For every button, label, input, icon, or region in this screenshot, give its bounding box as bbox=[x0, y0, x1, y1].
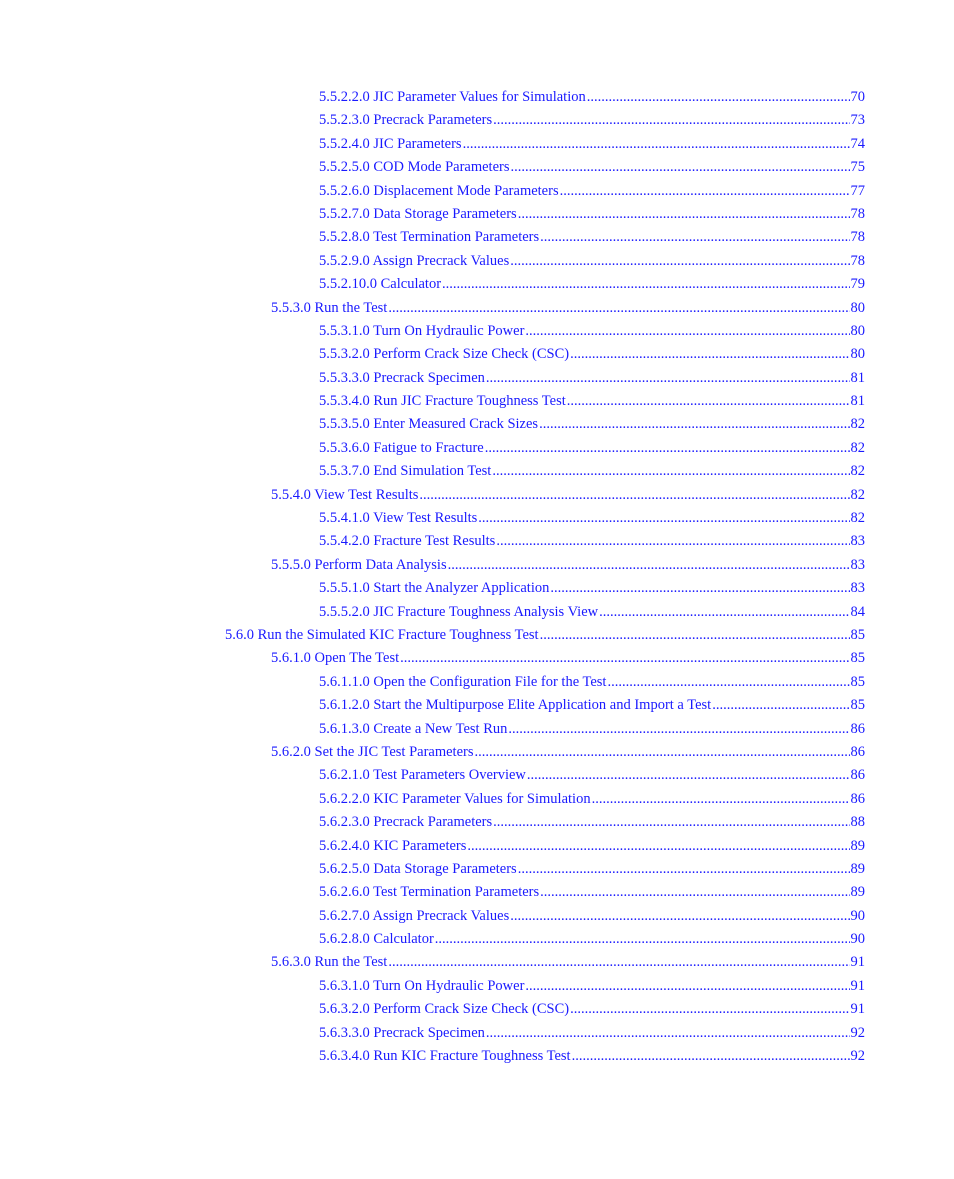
toc-link[interactable] bbox=[319, 694, 865, 717]
toc-entry-title: 5.5.2.2.0 JIC Parameter Values for Simulation bbox=[319, 89, 586, 105]
toc-entry-page-number: 83 bbox=[850, 580, 865, 597]
toc-entry bbox=[0, 109, 954, 132]
dot-leader bbox=[493, 811, 849, 834]
toc-entry-page-number: 86 bbox=[850, 720, 865, 737]
toc-entry-page-number: 79 bbox=[850, 276, 865, 293]
toc-entry bbox=[0, 343, 954, 366]
toc-entry bbox=[0, 975, 954, 998]
toc-entry-title: 5.6.3.1.0 Turn On Hydraulic Power bbox=[319, 977, 525, 994]
toc-entry-title: 5.6.2.8.0 Calculator bbox=[319, 931, 434, 948]
toc-link[interactable] bbox=[271, 647, 865, 670]
toc-entry-page-number: 84 bbox=[850, 603, 865, 620]
toc-link[interactable] bbox=[319, 858, 865, 881]
dot-leader bbox=[540, 624, 850, 647]
toc-entry bbox=[0, 764, 954, 787]
toc-entry-page-number: 75 bbox=[850, 159, 865, 176]
toc-entry bbox=[0, 788, 954, 811]
dot-leader bbox=[388, 951, 849, 974]
dot-leader bbox=[518, 203, 850, 226]
toc-entry bbox=[0, 460, 954, 483]
toc-entry-page-number: 74 bbox=[850, 135, 865, 152]
toc-entry-title: 5.6.2.1.0 Test Parameters Overview bbox=[319, 767, 526, 784]
toc-link[interactable] bbox=[271, 951, 865, 974]
dot-leader bbox=[518, 858, 850, 881]
dot-leader bbox=[510, 156, 849, 179]
toc-entry-page-number: 81 bbox=[850, 369, 865, 386]
toc-entry-page-number: 83 bbox=[850, 533, 865, 550]
toc-entry-title: 5.5.2.8.0 Test Termination Parameters bbox=[319, 229, 540, 246]
toc-entry-title: 5.6.2.6.0 Test Termination Parameters bbox=[319, 884, 540, 901]
toc-entry-page-number: 82 bbox=[850, 510, 865, 527]
toc-entry-page-number: 82 bbox=[850, 486, 865, 503]
toc-entry-page-number: 78 bbox=[850, 205, 865, 222]
toc-entry-title: 5.6.0 Run the Simulated KIC Fracture Toughness Test bbox=[225, 626, 539, 643]
dot-leader bbox=[485, 437, 850, 460]
toc-entry-page-number: 90 bbox=[850, 931, 865, 948]
dot-leader bbox=[587, 86, 850, 109]
toc-entry bbox=[0, 601, 954, 624]
toc-entry-page-number: 70 bbox=[850, 89, 865, 105]
toc-entry-title: 5.5.2.3.0 Precrack Parameters bbox=[319, 112, 493, 129]
toc-entry-page-number: 86 bbox=[850, 743, 865, 760]
dot-leader bbox=[478, 507, 849, 530]
dot-leader bbox=[493, 109, 849, 132]
dot-leader bbox=[463, 133, 850, 156]
toc-link[interactable] bbox=[319, 811, 865, 834]
toc-entry-title: 5.5.4.1.0 View Test Results bbox=[319, 510, 478, 527]
toc-link[interactable] bbox=[319, 343, 865, 366]
toc-entry bbox=[0, 905, 954, 928]
toc-entry-page-number: 82 bbox=[850, 463, 865, 480]
dot-leader bbox=[492, 460, 849, 483]
toc-link[interactable] bbox=[319, 671, 865, 694]
toc-link[interactable] bbox=[225, 624, 865, 647]
toc-entry-title: 5.5.5.2.0 JIC Fracture Toughness Analysis View bbox=[319, 603, 599, 620]
toc-entry-title: 5.5.2.5.0 COD Mode Parameters bbox=[319, 159, 510, 176]
toc-link[interactable] bbox=[319, 601, 865, 624]
toc-link[interactable] bbox=[319, 273, 865, 296]
toc-entry-title: 5.6.2.3.0 Precrack Parameters bbox=[319, 814, 493, 831]
toc-entry bbox=[0, 1022, 954, 1045]
toc-link[interactable] bbox=[319, 86, 865, 109]
toc-link[interactable] bbox=[319, 1022, 865, 1045]
toc-entry bbox=[0, 484, 954, 507]
toc-entry-page-number: 88 bbox=[850, 814, 865, 831]
toc-link[interactable] bbox=[319, 390, 865, 413]
toc-entry bbox=[0, 835, 954, 858]
toc-entry-title: 5.5.2.10.0 Calculator bbox=[319, 276, 442, 293]
dot-leader bbox=[486, 367, 850, 390]
toc-link[interactable] bbox=[319, 437, 865, 460]
toc-entry-page-number: 82 bbox=[850, 439, 865, 456]
toc-entry bbox=[0, 367, 954, 390]
toc-entry-page-number: 73 bbox=[850, 112, 865, 129]
toc-entry-page-number: 86 bbox=[850, 767, 865, 784]
toc-link[interactable] bbox=[319, 764, 865, 787]
toc-entry bbox=[0, 156, 954, 179]
toc-link[interactable] bbox=[319, 1045, 865, 1068]
toc-link[interactable] bbox=[319, 507, 865, 530]
dot-leader bbox=[560, 180, 850, 203]
toc-entry-page-number: 85 bbox=[850, 697, 865, 714]
dot-leader bbox=[550, 577, 849, 600]
toc-link[interactable] bbox=[319, 718, 865, 741]
toc-entry-title: 5.6.1.2.0 Start the Multipurpose Elite Application and Import a Test bbox=[319, 697, 712, 714]
toc-entry-title: 5.5.4.2.0 Fracture Test Results bbox=[319, 533, 496, 550]
toc-link[interactable] bbox=[319, 530, 865, 553]
table-of-contents bbox=[0, 86, 954, 1068]
toc-entry-title: 5.6.2.0 Set the JIC Test Parameters bbox=[271, 743, 474, 760]
toc-entry-title: 5.6.3.0 Run the Test bbox=[271, 954, 388, 971]
toc-entry-page-number: 91 bbox=[850, 977, 865, 994]
toc-entry-page-number: 86 bbox=[850, 790, 865, 807]
toc-entry-title: 5.6.1.1.0 Open the Configuration File for the Test bbox=[319, 673, 607, 690]
toc-entry-title: 5.6.3.4.0 Run KIC Fracture Toughness Test bbox=[319, 1048, 571, 1065]
toc-entry-title: 5.5.3.5.0 Enter Measured Crack Sizes bbox=[319, 416, 539, 433]
toc-entry bbox=[0, 998, 954, 1021]
toc-entry bbox=[0, 624, 954, 647]
toc-entry-page-number: 85 bbox=[850, 673, 865, 690]
toc-link[interactable] bbox=[319, 577, 865, 600]
toc-entry-title: 5.5.2.6.0 Displacement Mode Parameters bbox=[319, 182, 559, 199]
toc-entry-page-number: 81 bbox=[850, 393, 865, 410]
toc-entry bbox=[0, 86, 954, 109]
toc-entry-page-number: 83 bbox=[850, 556, 865, 573]
dot-leader bbox=[592, 788, 850, 811]
toc-link[interactable] bbox=[271, 554, 865, 577]
toc-link[interactable] bbox=[319, 109, 865, 132]
toc-entry-page-number: 80 bbox=[850, 346, 865, 363]
dot-leader bbox=[525, 320, 849, 343]
dot-leader bbox=[486, 1022, 850, 1045]
toc-entry-title: 5.6.2.7.0 Assign Precrack Values bbox=[319, 907, 510, 924]
dot-leader bbox=[435, 928, 850, 951]
toc-link[interactable] bbox=[319, 367, 865, 390]
toc-entry-page-number: 85 bbox=[850, 650, 865, 667]
toc-entry bbox=[0, 530, 954, 553]
toc-entry-page-number: 89 bbox=[850, 860, 865, 877]
toc-entry bbox=[0, 507, 954, 530]
toc-entry bbox=[0, 250, 954, 273]
toc-link[interactable] bbox=[319, 203, 865, 226]
toc-entry-title: 5.5.4.0 View Test Results bbox=[271, 486, 419, 503]
toc-entry-title: 5.6.3.2.0 Perform Crack Size Check (CSC) bbox=[319, 1001, 570, 1018]
toc-entry bbox=[0, 951, 954, 974]
dot-leader bbox=[508, 718, 849, 741]
toc-entry bbox=[0, 671, 954, 694]
dot-leader bbox=[510, 905, 849, 928]
toc-entry-title: 5.5.3.1.0 Turn On Hydraulic Power bbox=[319, 322, 525, 339]
toc-link[interactable] bbox=[319, 250, 865, 273]
toc-entry bbox=[0, 413, 954, 436]
toc-link[interactable] bbox=[319, 413, 865, 436]
dot-leader bbox=[467, 835, 849, 858]
toc-entry-title: 5.5.2.7.0 Data Storage Parameters bbox=[319, 205, 517, 222]
toc-entry-page-number: 92 bbox=[850, 1024, 865, 1041]
toc-entry-title: 5.5.2.4.0 JIC Parameters bbox=[319, 135, 462, 152]
dot-leader bbox=[448, 554, 850, 577]
toc-entry-title: 5.5.2.9.0 Assign Precrack Values bbox=[319, 252, 510, 269]
toc-entry-page-number: 80 bbox=[850, 299, 865, 316]
toc-link[interactable] bbox=[319, 975, 865, 998]
dot-leader bbox=[567, 390, 850, 413]
toc-entry-title: 5.5.3.0 Run the Test bbox=[271, 299, 388, 316]
dot-leader bbox=[527, 764, 850, 787]
toc-link[interactable] bbox=[319, 156, 865, 179]
dot-leader bbox=[525, 975, 849, 998]
toc-entry-title: 5.5.3.3.0 Precrack Specimen bbox=[319, 369, 485, 386]
toc-entry bbox=[0, 647, 954, 670]
toc-entry bbox=[0, 133, 954, 156]
toc-entry bbox=[0, 297, 954, 320]
toc-link[interactable] bbox=[319, 788, 865, 811]
toc-entry-title: 5.5.5.1.0 Start the Analyzer Application bbox=[319, 580, 550, 597]
toc-entry bbox=[0, 858, 954, 881]
toc-entry bbox=[0, 390, 954, 413]
toc-link[interactable] bbox=[319, 881, 865, 904]
toc-entry bbox=[0, 718, 954, 741]
dot-leader bbox=[510, 250, 849, 273]
toc-link[interactable] bbox=[319, 905, 865, 928]
toc-entry bbox=[0, 437, 954, 460]
toc-entry bbox=[0, 180, 954, 203]
dot-leader bbox=[540, 881, 849, 904]
dot-leader bbox=[607, 671, 849, 694]
toc-link[interactable] bbox=[319, 180, 865, 203]
dot-leader bbox=[570, 998, 849, 1021]
dot-leader bbox=[419, 484, 849, 507]
dot-leader bbox=[496, 530, 849, 553]
toc-entry bbox=[0, 811, 954, 834]
toc-entry-title: 5.5.3.7.0 End Simulation Test bbox=[319, 463, 492, 480]
toc-entry-title: 5.6.2.4.0 KIC Parameters bbox=[319, 837, 467, 854]
dot-leader bbox=[570, 343, 849, 366]
toc-entry-page-number: 91 bbox=[850, 954, 865, 971]
toc-entry bbox=[0, 554, 954, 577]
toc-entry bbox=[0, 203, 954, 226]
toc-entry-page-number: 85 bbox=[850, 626, 865, 643]
toc-entry-page-number: 80 bbox=[850, 322, 865, 339]
dot-leader bbox=[539, 413, 849, 436]
toc-link[interactable] bbox=[319, 226, 865, 249]
toc-entry bbox=[0, 928, 954, 951]
toc-link[interactable] bbox=[319, 133, 865, 156]
toc-entry bbox=[0, 694, 954, 717]
toc-entry-page-number: 89 bbox=[850, 884, 865, 901]
toc-entry-page-number: 89 bbox=[850, 837, 865, 854]
dot-leader bbox=[475, 741, 850, 764]
toc-entry-page-number: 90 bbox=[850, 907, 865, 924]
dot-leader bbox=[572, 1045, 850, 1068]
toc-entry-title: 5.6.1.0 Open The Test bbox=[271, 650, 400, 667]
toc-entry bbox=[0, 273, 954, 296]
dot-leader bbox=[599, 601, 849, 624]
toc-link[interactable] bbox=[271, 484, 865, 507]
toc-link[interactable] bbox=[319, 320, 865, 343]
dot-leader bbox=[712, 694, 849, 717]
toc-entry-page-number: 82 bbox=[850, 416, 865, 433]
toc-entry-page-number: 78 bbox=[850, 229, 865, 246]
toc-entry-title: 5.5.3.2.0 Perform Crack Size Check (CSC) bbox=[319, 346, 570, 363]
toc-link[interactable] bbox=[271, 741, 865, 764]
dot-leader bbox=[540, 226, 849, 249]
dot-leader bbox=[388, 297, 849, 320]
toc-entry bbox=[0, 1045, 954, 1068]
toc-link[interactable] bbox=[319, 928, 865, 951]
toc-link[interactable] bbox=[319, 998, 865, 1021]
toc-link[interactable] bbox=[271, 297, 865, 320]
toc-entry bbox=[0, 881, 954, 904]
toc-entry-page-number: 91 bbox=[850, 1001, 865, 1018]
toc-entry-title: 5.6.2.5.0 Data Storage Parameters bbox=[319, 860, 517, 877]
toc-link[interactable] bbox=[319, 460, 865, 483]
toc-entry bbox=[0, 577, 954, 600]
toc-entry-page-number: 92 bbox=[850, 1048, 865, 1065]
toc-link[interactable] bbox=[319, 835, 865, 858]
toc-entry bbox=[0, 320, 954, 343]
toc-entry bbox=[0, 226, 954, 249]
toc-entry-title: 5.6.1.3.0 Create a New Test Run bbox=[319, 720, 508, 737]
toc-entry-title: 5.5.3.6.0 Fatigue to Fracture bbox=[319, 439, 484, 456]
toc-entry-page-number: 77 bbox=[850, 182, 865, 199]
toc-entry-title: 5.6.3.3.0 Precrack Specimen bbox=[319, 1024, 485, 1041]
dot-leader bbox=[442, 273, 849, 296]
toc-entry-title: 5.5.3.4.0 Run JIC Fracture Toughness Test bbox=[319, 393, 566, 410]
toc-entry-page-number: 78 bbox=[850, 252, 865, 269]
toc-entry-title: 5.6.2.2.0 KIC Parameter Values for Simulation bbox=[319, 790, 591, 807]
toc-entry-title: 5.5.5.0 Perform Data Analysis bbox=[271, 556, 447, 573]
dot-leader bbox=[400, 647, 849, 670]
toc-entry bbox=[0, 741, 954, 764]
